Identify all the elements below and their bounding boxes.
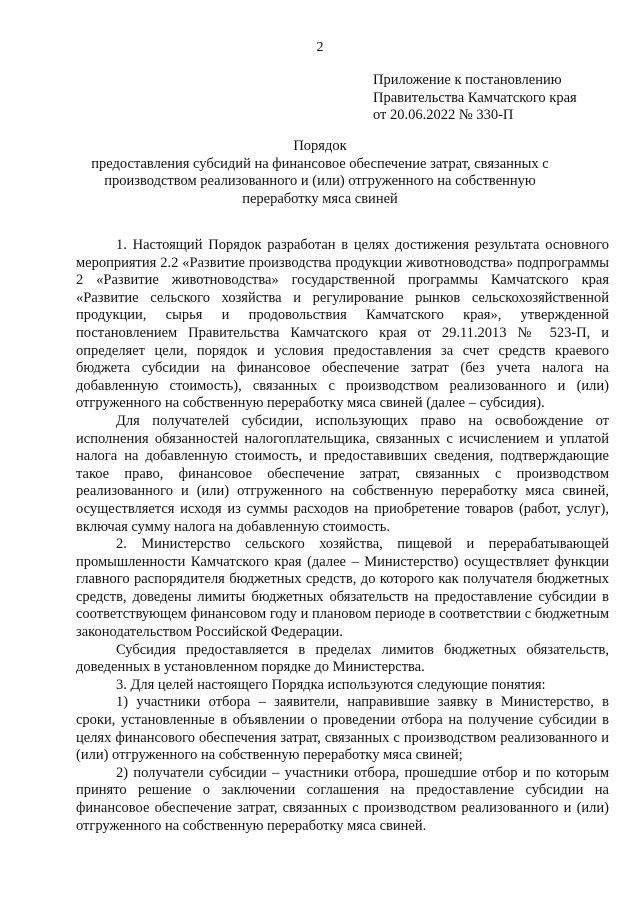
paragraph-1: 1. Настоящий Порядок разработан в целях достижения результата основного мероприятия 2.2 «Развитие производства продукции животноводства» подпрограммы 2 «Развитие животноводства» государственной программы Камчатского края «Развитие сельского хозяйства и регулирование рынков сельскохозяйственной продукции, сырья и продовольствия Камчатского края», утвержденной постановлением Правительства Камчатского края от 29.11.2013 № 523-П, и определяет цели, порядок и условия предоставления за счет средств краевого бюджета субсидии на финансовое обеспечение затрат (без учета налога на добавленную стоимость), связанных с производством реализованного и (или) отгруженного на собственную переработку мяса свиней (далее – субсидия). bbox=[76, 237, 609, 412]
appendix-reference bbox=[373, 72, 577, 125]
document-body bbox=[76, 237, 609, 835]
title-line-1: предоставления субсидий на финансовое обеспечение затрат, связанных с bbox=[91, 155, 549, 172]
appendix-line-3: от 20.06.2022 № 330-П bbox=[373, 107, 514, 123]
paragraph-5: 3. Для целей настоящего Порядка используются следующие понятия: bbox=[116, 676, 546, 693]
document-title bbox=[60, 138, 580, 208]
paragraph-7: 2) получатели субсидии – участники отбора, прошедшие отбор и по которым принято решение о заключении соглашения на предоставление субсидии на финансовое обеспечение затрат, связанных с производством реализованного и (или) отгруженного на собственную переработку мяса свиней. bbox=[76, 764, 609, 834]
title-line-2: производством реализованного и (или) отгруженного на собственную bbox=[104, 173, 536, 189]
title-line-3: переработку мяса свиней bbox=[242, 190, 398, 207]
appendix-line-2: Правительства Камчатского края bbox=[373, 89, 577, 106]
title-heading: Порядок bbox=[293, 138, 347, 154]
page-number: 2 bbox=[316, 40, 324, 55]
paragraph-6: 1) участники отбора – заявители, направившие заявку в Министерство, в сроки, установленные в объявлении о проведении отбора на получение субсидии в целях финансового обеспечения затрат, связанных с производством реализованного и (или) отгруженного на собственную переработку мяса свиней; bbox=[76, 694, 609, 764]
appendix-line-1: Приложение к постановлению bbox=[373, 72, 562, 88]
paragraph-4: Субсидия предоставляется в пределах лимитов бюджетных обязательств, доведенных в установленном порядке до Министерства. bbox=[76, 641, 609, 676]
paragraph-3: 2. Министерство сельского хозяйства, пищевой и перерабатывающей промышленности Камчатского края (далее – Министерство) осуществляет функции главного распорядителя бюджетных средств, до которого как получателя бюджетных средств, доведены лимиты бюджетных обязательств на предоставление субсидии в соответствующем финансовом году и плановом периоде в соответствии с бюджетным законодательством Российской Федерации. bbox=[76, 536, 609, 641]
paragraph-2: Для получателей субсидии, использующих право на освобождение от исполнения обязанностей налогоплательщика, связанных с исчислением и уплатой налога на добавленную стоимость, и предоставивших сведения, подтверждающие такое право, финансовое обеспечение затрат, связанных с производством реализованного и (или) отгруженного на собственную переработку мяса свиней, осуществляется исходя из суммы расходов на приобретение товаров (работ, услуг), включая сумму налога на добавленную стоимость. bbox=[76, 412, 609, 535]
